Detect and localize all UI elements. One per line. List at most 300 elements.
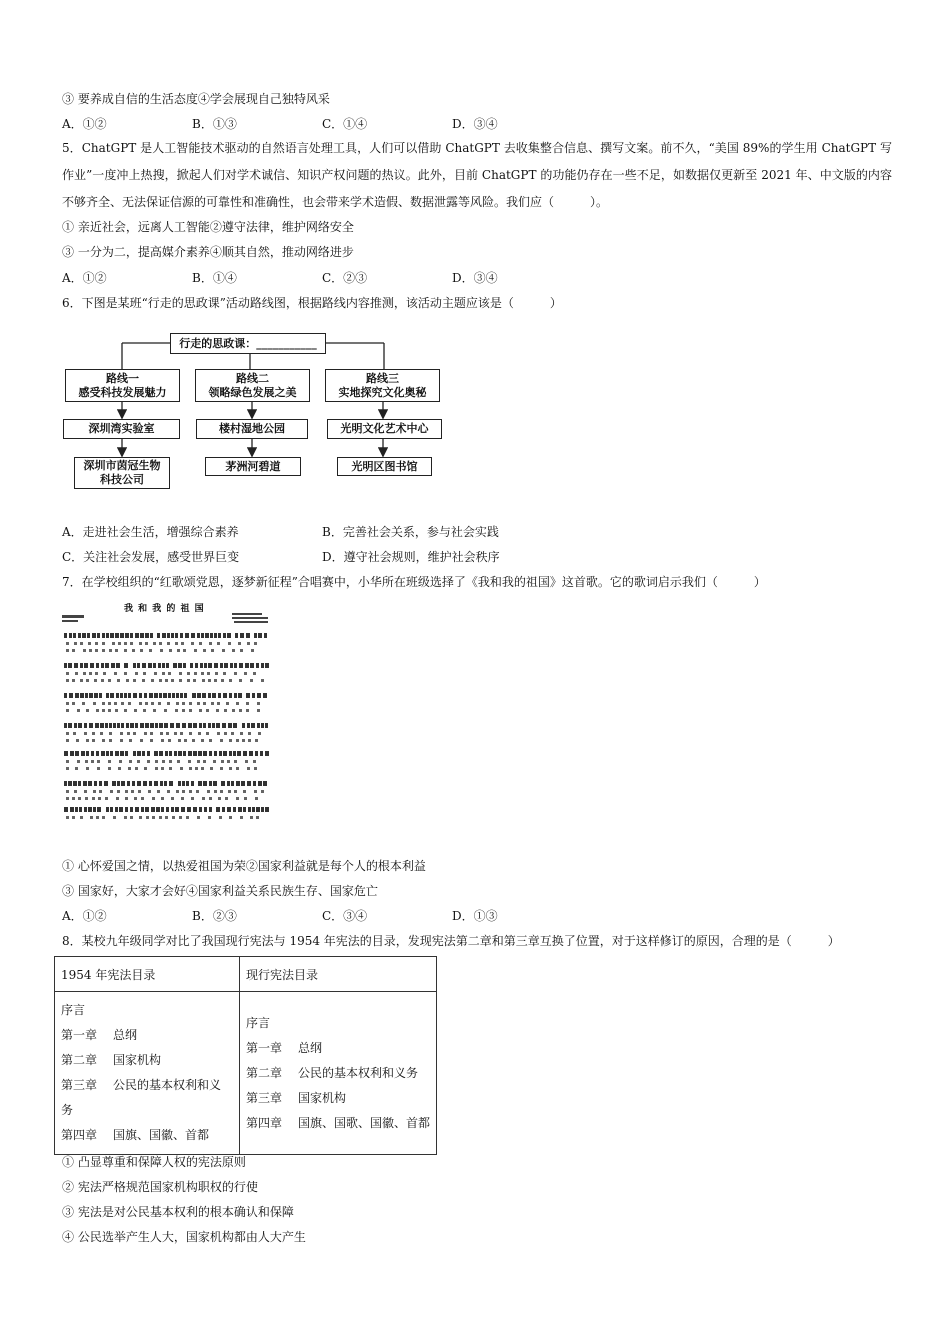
notation-glyph <box>130 723 134 728</box>
notation-glyph <box>162 663 165 668</box>
q8-stem: 8．某校九年级同学对比了我国现行宪法与 1954 年宪法的目录，发现宪法第二章和第三章互换了位置，对于这样修订的原因，合理的是（ ） <box>62 934 840 948</box>
lyric-glyph <box>229 739 232 742</box>
lyric-glyph <box>254 790 257 793</box>
notation-glyph <box>111 663 115 668</box>
notation-glyph <box>247 781 251 786</box>
q6-option-a[interactable]: A．走进社会生活，增强综合素养 <box>62 525 239 539</box>
lyric-glyph <box>236 797 239 800</box>
lyric-glyph <box>66 672 69 675</box>
lyric-glyph <box>180 767 183 770</box>
notation-glyph <box>68 663 72 668</box>
lyric-glyph <box>152 816 155 819</box>
lyric-glyph <box>128 702 131 705</box>
notation-glyph <box>139 693 142 698</box>
notation-glyph <box>75 693 79 698</box>
notation-glyph <box>245 663 249 668</box>
notation-glyph <box>265 807 269 812</box>
lyric-glyph <box>247 767 250 770</box>
notation-glyph <box>208 723 211 728</box>
notation-glyph <box>140 723 144 728</box>
lyric-glyph <box>191 642 194 645</box>
notation-glyph <box>221 781 225 786</box>
notation-glyph <box>64 807 68 812</box>
notation-glyph <box>126 723 129 728</box>
notation-glyph <box>164 781 167 786</box>
notation-glyph <box>149 693 153 698</box>
lyric-glyph <box>139 642 142 645</box>
lyric-glyph <box>94 679 97 682</box>
lyric-glyph <box>228 642 231 645</box>
notation-glyph <box>140 633 144 638</box>
lyric-glyph <box>234 790 237 793</box>
notation-glyph <box>120 693 123 698</box>
lyric-glyph <box>224 732 227 735</box>
notation-glyph <box>137 781 141 786</box>
lyric-glyph <box>167 702 170 705</box>
lyric-glyph <box>242 739 245 742</box>
diagram-root-node: 行走的思政课：___________ <box>170 333 326 354</box>
lyric-glyph <box>120 739 123 742</box>
notation-glyph <box>208 663 212 668</box>
notation-glyph <box>95 723 99 728</box>
lyric-glyph <box>229 679 232 682</box>
notation-glyph <box>142 751 145 756</box>
sheet-music-image <box>62 605 272 837</box>
notation-glyph <box>265 723 268 728</box>
q7-option-a[interactable]: A．①② <box>62 909 107 923</box>
notation-glyph <box>120 633 124 638</box>
notation-glyph <box>220 663 223 668</box>
lyric-glyph <box>102 702 105 705</box>
lyric-glyph <box>164 709 167 712</box>
q4-option-b[interactable]: B．①③ <box>192 117 237 131</box>
notation-glyph <box>238 807 242 812</box>
toc-current-row: 第三章 国家机构 <box>245 1091 346 1105</box>
lyric-glyph <box>66 649 69 652</box>
lyric-glyph <box>74 790 77 793</box>
lyric-glyph <box>208 816 211 819</box>
notation-glyph <box>161 807 164 812</box>
lyric-glyph <box>125 797 128 800</box>
lyric-glyph <box>256 816 259 819</box>
q6-option-c[interactable]: C．关注社会发展，感受世界巨变 <box>62 550 240 564</box>
notation-glyph <box>191 633 195 638</box>
lyric-glyph <box>92 739 95 742</box>
lyric-glyph <box>154 672 157 675</box>
lyric-glyph <box>102 642 105 645</box>
lyric-glyph <box>98 797 101 800</box>
notation-glyph <box>73 633 76 638</box>
lyric-glyph <box>229 767 232 770</box>
notation-glyph <box>115 807 118 812</box>
lyric-glyph <box>73 732 76 735</box>
q7-statement-line-1: ① 心怀爱国之情，以热爱祖国为荣②国家利益就是每个人的根本利益 <box>62 859 426 873</box>
lyric-glyph <box>198 732 201 735</box>
lyric-glyph <box>66 739 69 742</box>
lyric-glyph <box>223 672 226 675</box>
lyric-glyph <box>133 732 136 735</box>
q6-options-row-2 <box>62 549 822 565</box>
lyric-glyph <box>72 797 75 800</box>
route-3-stop-1: 光明文化艺术中心 <box>327 419 442 439</box>
q6-option-d[interactable]: D．遵守社会规则，维护社会秩序 <box>322 550 500 564</box>
lyric-glyph <box>125 790 128 793</box>
q8-item-2: ② 宪法严格规范国家机构职权的行使 <box>62 1180 258 1194</box>
notation-glyph <box>251 723 255 728</box>
lyric-glyph <box>157 790 160 793</box>
lyric-glyph <box>169 649 172 652</box>
lyric-glyph <box>74 642 77 645</box>
notation-glyph <box>191 781 194 786</box>
notation-glyph <box>219 751 222 756</box>
notation-glyph <box>97 633 100 638</box>
toc-1954-row: 第一章 总纲 <box>61 1028 138 1042</box>
toc-1954-row: 务 <box>61 1103 74 1117</box>
lyric-glyph <box>197 760 200 763</box>
lyric-glyph <box>207 672 210 675</box>
notation-glyph <box>133 751 136 756</box>
lyric-glyph <box>193 679 196 682</box>
lyric-glyph <box>77 709 80 712</box>
lyric-glyph <box>257 709 260 712</box>
lyric-glyph <box>155 760 158 763</box>
notation-glyph <box>92 633 96 638</box>
q6-options-row-1 <box>62 524 822 540</box>
lyric-glyph <box>155 767 158 770</box>
notation-glyph <box>203 781 207 786</box>
notation-glyph <box>216 723 220 728</box>
notation-glyph <box>100 723 104 728</box>
lyric-glyph <box>177 760 180 763</box>
lyric-glyph <box>174 732 177 735</box>
lyric-glyph <box>194 649 197 652</box>
notation-glyph <box>214 663 218 668</box>
notation-glyph <box>242 723 245 728</box>
notation-glyph <box>143 781 147 786</box>
lyric-glyph <box>175 709 178 712</box>
notation-glyph <box>233 723 237 728</box>
lyric-glyph <box>120 732 123 735</box>
notation-glyph <box>106 751 109 756</box>
lyric-glyph <box>134 709 137 712</box>
lyric-glyph <box>180 732 183 735</box>
notation-glyph <box>154 751 158 756</box>
q5-option-b[interactable]: B．①④ <box>192 271 237 285</box>
notation-glyph <box>229 693 232 698</box>
notation-glyph <box>94 693 98 698</box>
notation-glyph <box>115 633 119 638</box>
notation-glyph <box>253 781 256 786</box>
notation-glyph <box>155 723 158 728</box>
notation-glyph <box>228 723 232 728</box>
lyric-glyph <box>114 672 117 675</box>
lyric-glyph <box>202 797 205 800</box>
q4-statement-line: ③ 要养成自信的生活态度④学会展现自己独特风采 <box>62 92 330 106</box>
toc-1954-row: 序言 <box>61 1003 86 1017</box>
lyric-glyph <box>179 816 182 819</box>
lyric-glyph <box>211 702 214 705</box>
q4-option-d[interactable]: D．③④ <box>452 117 498 131</box>
lyric-glyph <box>124 649 127 652</box>
lyric-glyph <box>192 739 195 742</box>
lyric-glyph <box>229 816 232 819</box>
constitution-toc-table <box>54 956 437 1155</box>
notation-glyph <box>154 781 158 786</box>
lyric-glyph <box>240 649 243 652</box>
q7-option-b[interactable]: B．②③ <box>192 909 237 923</box>
lyric-glyph <box>161 767 164 770</box>
notation-glyph <box>145 633 149 638</box>
lyric-glyph <box>66 760 69 763</box>
notation-glyph <box>172 693 175 698</box>
lyric-glyph <box>72 816 75 819</box>
lyric-glyph <box>246 702 249 705</box>
lyric-glyph <box>143 672 146 675</box>
lyric-glyph <box>254 767 257 770</box>
notation-glyph <box>109 723 112 728</box>
notation-glyph <box>137 663 140 668</box>
lyric-glyph <box>108 709 111 712</box>
lyric-glyph <box>232 649 235 652</box>
notation-glyph <box>64 781 67 786</box>
lyric-glyph <box>209 739 212 742</box>
lyric-glyph <box>118 767 121 770</box>
lyric-glyph <box>232 709 235 712</box>
notation-glyph <box>247 723 250 728</box>
lyric-glyph <box>127 732 130 735</box>
lyric-glyph <box>108 679 111 682</box>
lyric-glyph <box>206 709 209 712</box>
q6-option-b[interactable]: B．完善社会关系，参与社会实践 <box>322 525 499 539</box>
notation-glyph <box>70 751 74 756</box>
notation-glyph <box>84 663 88 668</box>
lyric-glyph <box>221 760 224 763</box>
notation-glyph <box>110 751 113 756</box>
lyric-glyph <box>132 649 135 652</box>
lyric-glyph <box>189 709 192 712</box>
lyric-glyph <box>90 816 93 819</box>
notation-glyph <box>153 663 156 668</box>
lyric-glyph <box>189 767 192 770</box>
lyric-glyph <box>100 732 103 735</box>
route-1-stop-1: 深圳湾实验室 <box>63 419 180 439</box>
lyric-glyph <box>143 709 146 712</box>
notation-glyph <box>208 693 211 698</box>
notation-glyph <box>180 633 183 638</box>
lyric-glyph <box>133 679 136 682</box>
lyric-glyph <box>240 732 243 735</box>
lyric-glyph <box>97 767 100 770</box>
notation-glyph <box>252 807 255 812</box>
lyric-glyph <box>243 790 246 793</box>
q4-option-a[interactable]: A．①② <box>62 117 107 131</box>
notation-glyph <box>240 633 244 638</box>
notation-glyph <box>69 633 72 638</box>
lyric-glyph <box>239 709 242 712</box>
q7-option-c[interactable]: C．③④ <box>322 909 368 923</box>
lyric-glyph <box>138 790 141 793</box>
notation-glyph <box>246 693 250 698</box>
lyric-glyph <box>222 649 225 652</box>
notation-glyph <box>125 633 129 638</box>
notation-glyph <box>94 781 97 786</box>
lyric-glyph <box>146 816 149 819</box>
lyric-glyph <box>197 816 200 819</box>
lyric-glyph <box>83 672 86 675</box>
toc-current-row: 第二章 公民的基本权利和义务 <box>245 1066 418 1080</box>
notation-glyph <box>257 723 260 728</box>
lyric-glyph <box>240 816 243 819</box>
lyric-glyph <box>130 642 133 645</box>
lyric-glyph <box>175 642 178 645</box>
lyric-glyph <box>255 797 258 800</box>
notation-glyph <box>166 807 169 812</box>
lyric-glyph <box>189 702 192 705</box>
lyric-glyph <box>244 672 247 675</box>
lyric-glyph <box>181 797 184 800</box>
lyric-glyph <box>139 702 142 705</box>
notation-glyph <box>223 633 226 638</box>
notation-glyph <box>74 723 77 728</box>
notation-glyph <box>243 807 246 812</box>
lyric-glyph <box>66 709 69 712</box>
notation-glyph <box>213 781 217 786</box>
notation-glyph <box>116 693 119 698</box>
q5-option-a[interactable]: A．①② <box>62 271 107 285</box>
lyric-glyph <box>117 679 120 682</box>
notation-glyph <box>190 663 193 668</box>
lyric-glyph <box>159 816 162 819</box>
lyric-glyph <box>183 649 186 652</box>
lyric-glyph <box>150 739 153 742</box>
lyric-glyph <box>142 679 145 682</box>
q8-item-1: ① 凸显尊重和保障人权的宪法原则 <box>62 1155 246 1169</box>
lyric-glyph <box>86 709 89 712</box>
lyric-glyph <box>150 732 153 735</box>
notation-glyph <box>255 751 258 756</box>
lyric-glyph <box>214 679 217 682</box>
q5-stem: 5．ChatGPT 是人工智能技术驱动的自然语言处理工具，人们可以借助 ChatGPT 去收集整合信息、撰写文案。前不久，“美国 89%的学生用 ChatGPT 写作业”一度冲上热搜，掀起人们对学术诚信、知识产权问题的热议。此外，目前 ChatGPT 的功能仍存在一些不足，如数据仅更新至 2021 年、中文版的内容不够齐全、无法保证信源的可靠性和准确性，也会带来学术造假、数据泄露等风险。我们应（ ）。 <box>62 141 892 209</box>
lyric-glyph <box>178 739 181 742</box>
lyric-glyph <box>234 760 237 763</box>
lyric-glyph <box>168 739 171 742</box>
lyric-glyph <box>148 790 151 793</box>
lyric-glyph <box>115 709 118 712</box>
toc-column-1954 <box>55 992 240 1155</box>
lyric-glyph <box>95 649 98 652</box>
notation-glyph <box>180 693 183 698</box>
lyric-glyph <box>131 790 134 793</box>
lyric-glyph <box>101 679 104 682</box>
lyric-glyph <box>86 739 89 742</box>
lyric-glyph <box>80 679 83 682</box>
lyric-glyph <box>95 672 98 675</box>
notation-glyph <box>135 633 139 638</box>
toc-1954-row: 第二章 国家机构 <box>61 1053 162 1067</box>
lyric-glyph <box>66 790 69 793</box>
lyric-glyph <box>201 672 204 675</box>
notation-glyph <box>101 663 104 668</box>
notation-glyph <box>184 693 187 698</box>
lyric-glyph <box>135 672 138 675</box>
lyric-glyph <box>167 790 170 793</box>
lyric-glyph <box>102 739 105 742</box>
notation-glyph <box>250 663 254 668</box>
lyric-glyph <box>89 649 92 652</box>
lyric-glyph <box>92 797 95 800</box>
notation-glyph <box>124 693 127 698</box>
lyric-glyph <box>80 642 83 645</box>
lyric-glyph <box>92 732 95 735</box>
notation-glyph <box>127 781 130 786</box>
notation-glyph <box>265 751 269 756</box>
notation-glyph <box>145 723 149 728</box>
notation-glyph <box>64 693 67 698</box>
lyric-glyph <box>117 790 120 793</box>
lyric-glyph <box>129 739 132 742</box>
notation-glyph <box>75 751 79 756</box>
notation-glyph <box>69 693 73 698</box>
notation-glyph <box>141 807 144 812</box>
lyric-glyph <box>207 790 210 793</box>
notation-glyph <box>83 781 87 786</box>
lyric-glyph <box>166 732 169 735</box>
notation-glyph <box>209 781 212 786</box>
q7-option-d[interactable]: D．①③ <box>452 909 498 923</box>
lyric-glyph <box>128 767 131 770</box>
notation-glyph <box>209 751 212 756</box>
q5-option-c[interactable]: C．②③ <box>322 271 368 285</box>
q5-option-d[interactable]: D．③④ <box>452 271 498 285</box>
lyric-glyph <box>159 642 162 645</box>
notation-glyph <box>263 781 267 786</box>
lyric-glyph <box>109 649 112 652</box>
lyric-glyph <box>227 760 230 763</box>
notation-glyph <box>257 693 261 698</box>
notation-glyph <box>233 807 236 812</box>
notation-glyph <box>214 633 217 638</box>
notation-glyph <box>200 663 203 668</box>
lyric-glyph <box>116 797 119 800</box>
notation-glyph <box>234 663 237 668</box>
lyric-glyph <box>83 649 86 652</box>
notation-glyph <box>265 663 269 668</box>
notation-glyph <box>166 663 169 668</box>
notation-glyph <box>182 781 185 786</box>
lyric-glyph <box>201 739 204 742</box>
lyric-glyph <box>176 702 179 705</box>
notation-glyph <box>82 633 86 638</box>
lyric-glyph <box>121 702 124 705</box>
lyric-glyph <box>103 672 106 675</box>
lyric-glyph <box>239 679 242 682</box>
toc-1954-row: 第三章 公民的基本权利和义 <box>61 1078 222 1092</box>
notation-glyph <box>137 751 141 756</box>
notation-glyph <box>115 751 119 756</box>
notation-glyph <box>148 663 152 668</box>
lyric-glyph <box>245 760 248 763</box>
notation-glyph <box>199 723 202 728</box>
notation-glyph <box>222 723 226 728</box>
lyric-glyph <box>211 649 214 652</box>
route-1-stop-2: 深圳市茵冠生物 科技公司 <box>74 457 170 489</box>
lyric-glyph <box>135 767 138 770</box>
lyric-glyph <box>124 642 127 645</box>
q4-option-c[interactable]: C．①④ <box>322 117 368 131</box>
lyric-glyph <box>168 672 171 675</box>
notation-glyph <box>80 693 84 698</box>
lyric-glyph <box>220 767 223 770</box>
